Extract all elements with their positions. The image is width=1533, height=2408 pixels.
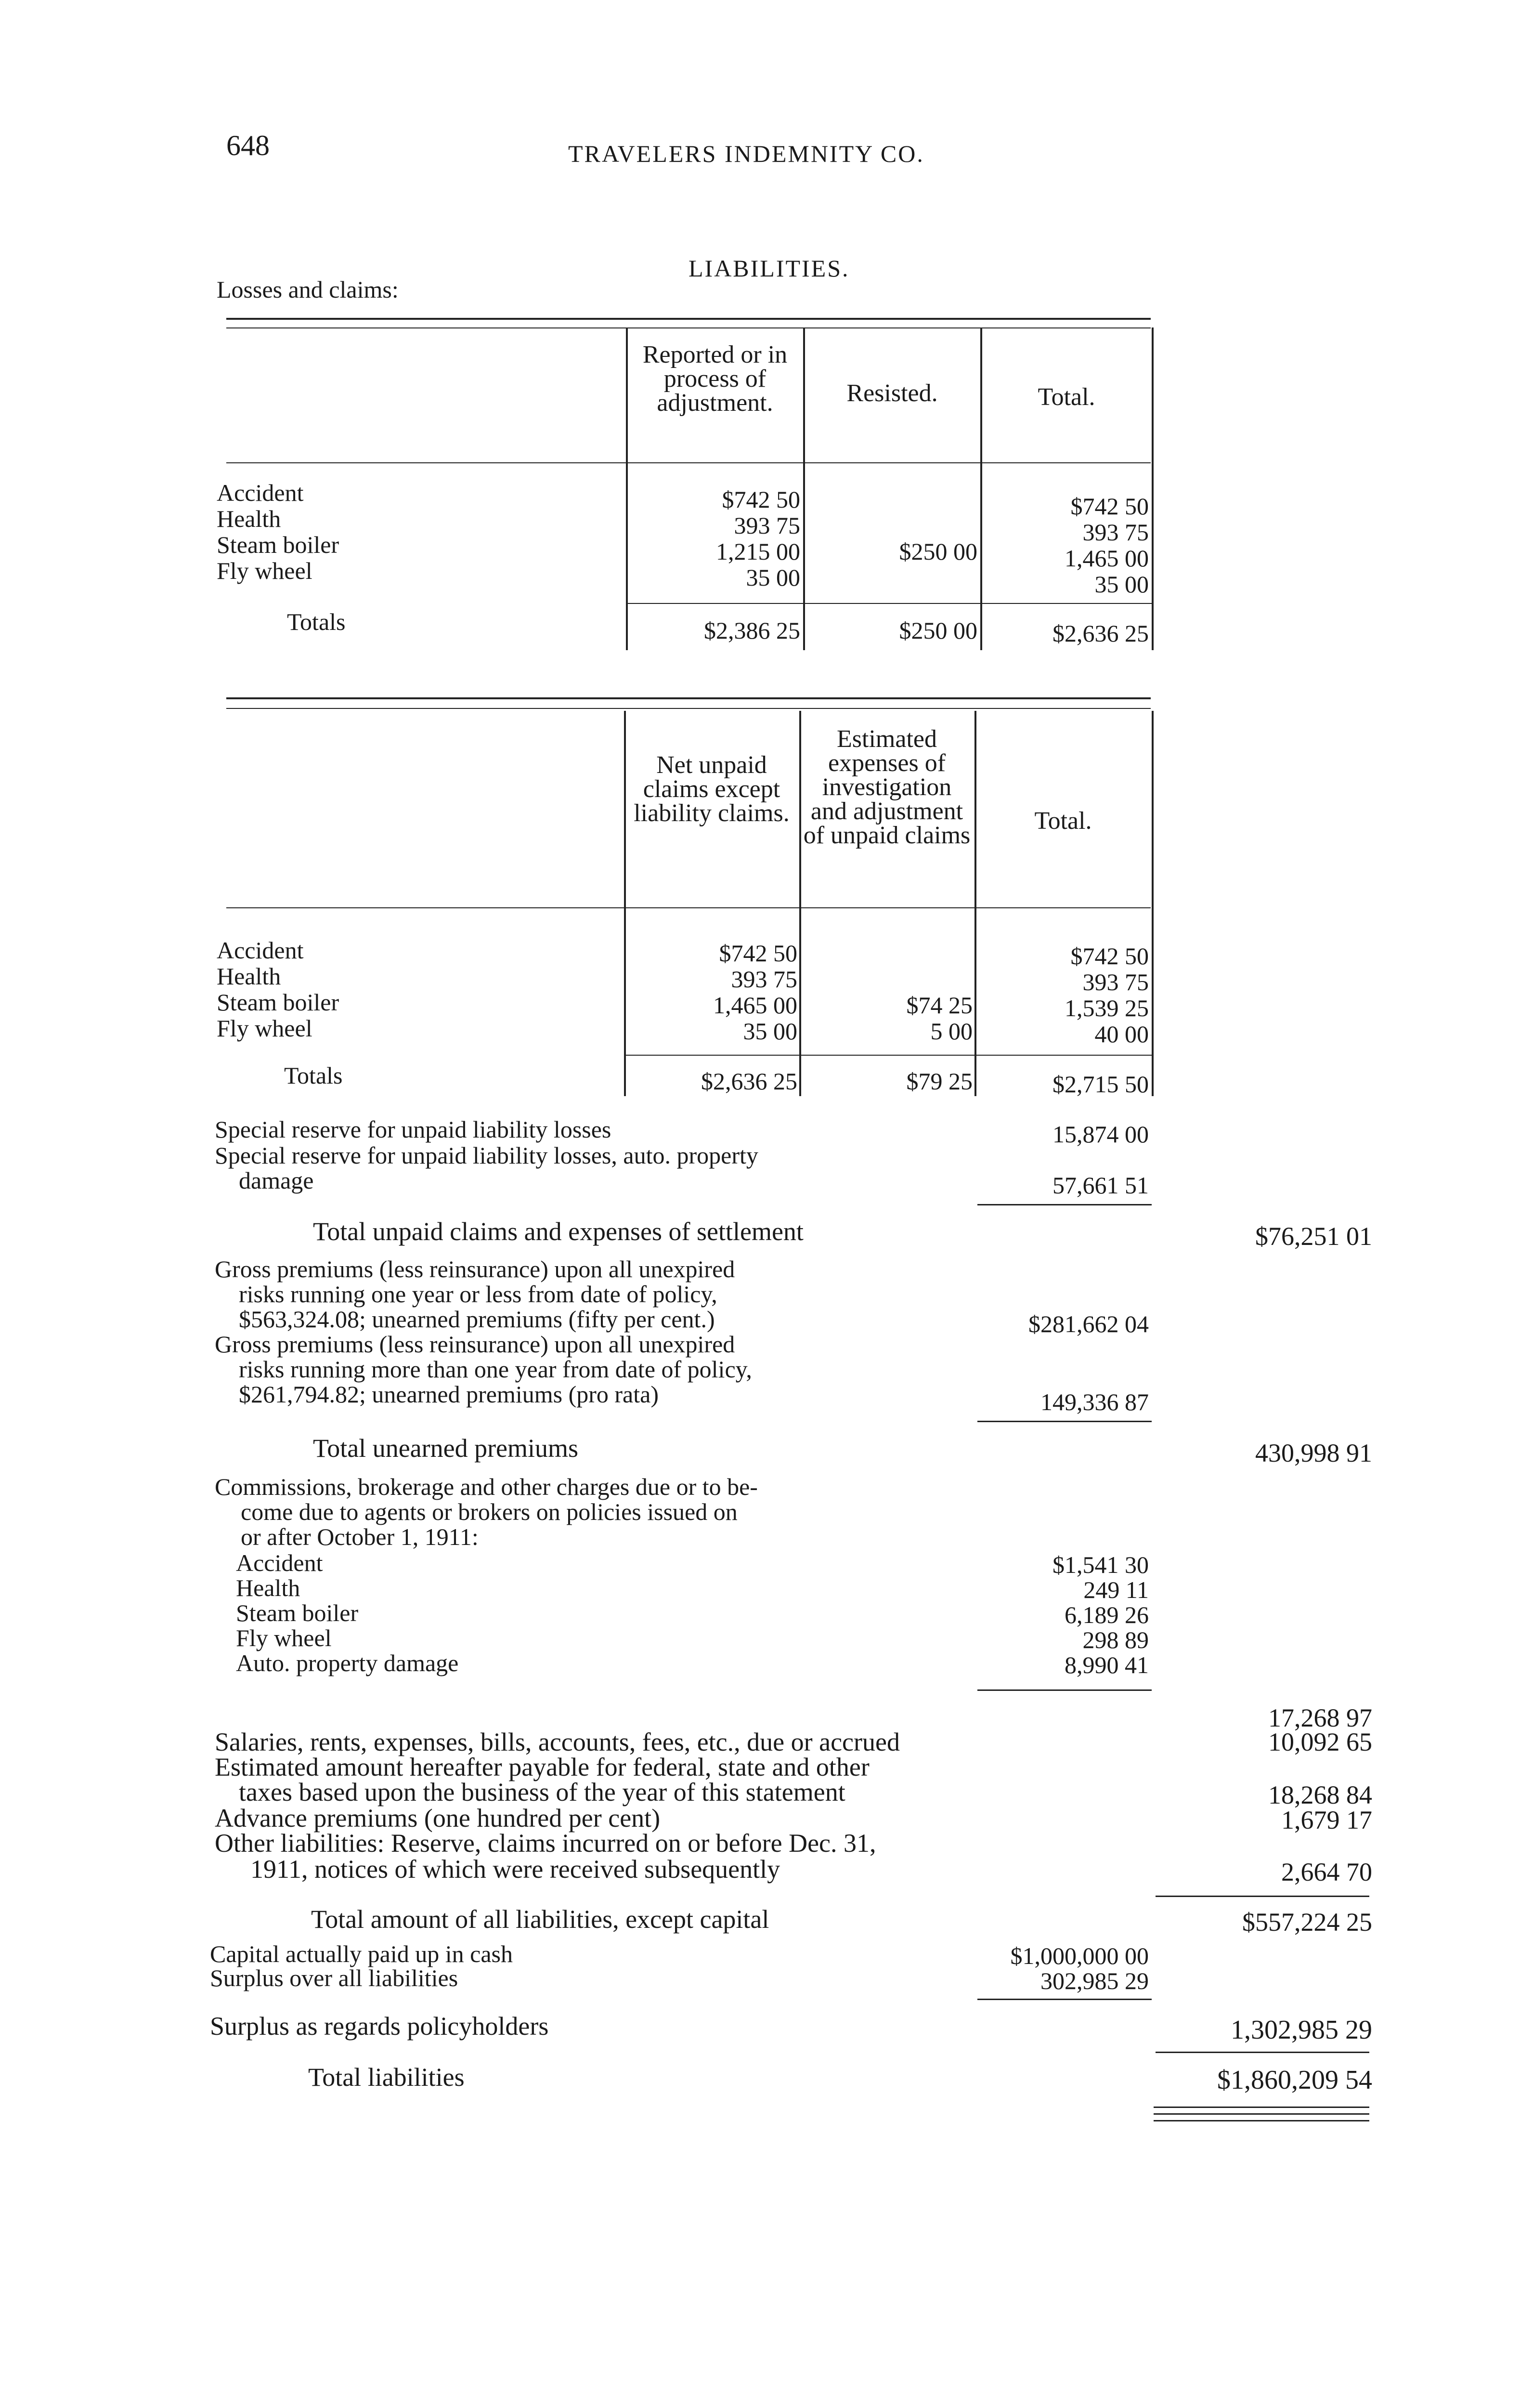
total-unearned-value: 430,998 91 bbox=[1255, 1439, 1372, 1467]
running-title: TRAVELERS INDEMNITY CO. bbox=[568, 140, 924, 167]
gross-premiums-1-line1: Gross premiums (less reinsurance) upon all unexpired bbox=[215, 1256, 735, 1283]
total-liabilities-value: $1,860,209 54 bbox=[1217, 2065, 1372, 2095]
special-reserve-value: 15,874 00 bbox=[1052, 1121, 1149, 1148]
cell-total: 393 75 bbox=[1082, 519, 1149, 546]
estimated-taxes-line2: taxes based upon the business of the year of this statement bbox=[239, 1778, 845, 1806]
col-reported-header: Reported or in process of adjustment. bbox=[642, 341, 788, 417]
total-except-capital-value: $557,224 25 bbox=[1242, 1908, 1372, 1937]
col-resisted-header: Resisted. bbox=[846, 380, 938, 407]
commission-item-label: Fly wheel bbox=[236, 1624, 332, 1651]
total-unearned-label: Total unearned premiums bbox=[313, 1434, 579, 1463]
advance-premiums-label: Advance premiums (one hundred per cent) bbox=[215, 1804, 661, 1832]
commission-item-value: 6,189 26 bbox=[1065, 1601, 1149, 1628]
cell-net: 393 75 bbox=[731, 966, 797, 993]
page-number: 648 bbox=[226, 130, 270, 161]
total-except-capital-label: Total amount of all liabilities, except capital bbox=[311, 1905, 769, 1934]
totals-net: $2,636 25 bbox=[701, 1068, 797, 1095]
surplus-value: 302,985 29 bbox=[1040, 1967, 1149, 1994]
total-unpaid-value: $76,251 01 bbox=[1255, 1222, 1372, 1251]
cell-net: $742 50 bbox=[719, 940, 797, 967]
commission-item-label: Accident bbox=[236, 1549, 323, 1576]
cell-estimated: 5 00 bbox=[930, 1018, 973, 1045]
gross-premiums-2-value: 149,336 87 bbox=[1040, 1388, 1149, 1415]
row-label: Health bbox=[217, 963, 281, 990]
commissions-total: 17,268 97 bbox=[1268, 1703, 1372, 1732]
totals-label: Totals bbox=[287, 608, 346, 635]
totals-label: Totals bbox=[284, 1062, 343, 1089]
row-label: Fly wheel bbox=[217, 1015, 312, 1042]
row-label: Accident bbox=[217, 479, 304, 506]
cell-reported: $742 50 bbox=[722, 486, 800, 513]
special-reserve-auto-value: 57,661 51 bbox=[1052, 1172, 1149, 1199]
advance-premiums-value: 1,679 17 bbox=[1281, 1806, 1372, 1834]
other-liabilities-line1: Other liabilities: Reserve, claims incurred on or before Dec. 31, bbox=[215, 1829, 876, 1858]
col-total-header: Total. bbox=[1038, 383, 1095, 411]
cell-resisted: $250 00 bbox=[899, 538, 977, 565]
cell-total: $742 50 bbox=[1070, 942, 1149, 969]
cell-reported: 393 75 bbox=[734, 512, 800, 539]
total-unpaid-label: Total unpaid claims and expenses of settlement bbox=[313, 1217, 804, 1246]
commission-item-label: Steam boiler bbox=[236, 1599, 359, 1626]
gross-premiums-1-value: $281,662 04 bbox=[1028, 1310, 1149, 1337]
row-label: Steam boiler bbox=[217, 989, 339, 1016]
commission-item-value: 8,990 41 bbox=[1065, 1651, 1149, 1678]
cell-reported: 1,215 00 bbox=[716, 538, 800, 565]
totals-estimated: $79 25 bbox=[906, 1068, 973, 1095]
other-liabilities-value: 2,664 70 bbox=[1281, 1858, 1372, 1886]
cell-net: 35 00 bbox=[743, 1018, 797, 1045]
row-label: Health bbox=[217, 505, 281, 532]
commission-item-value: 298 89 bbox=[1082, 1626, 1149, 1653]
col-estimated-header: Estimated expenses of investigation and adjustment of unpaid claims bbox=[803, 725, 971, 849]
cell-total: 1,465 00 bbox=[1065, 545, 1149, 572]
col-net-unpaid-header: Net unpaid claims except liability claims. bbox=[634, 751, 790, 827]
commission-item-value: 249 11 bbox=[1083, 1576, 1149, 1603]
salaries-value: 10,092 65 bbox=[1268, 1727, 1372, 1756]
cell-net: 1,465 00 bbox=[713, 992, 797, 1019]
special-reserve-auto-label-cont: damage bbox=[239, 1167, 314, 1194]
gross-premiums-2-line1: Gross premiums (less reinsurance) upon all unexpired bbox=[215, 1331, 735, 1358]
section-title: LIABILITIES. bbox=[689, 255, 850, 282]
other-liabilities-line2: 1911, notices of which were received subsequently bbox=[250, 1855, 780, 1884]
totals-total: $2,636 25 bbox=[1052, 620, 1149, 647]
special-reserve-auto-label: Special reserve for unpaid liability losses, auto. property bbox=[215, 1142, 758, 1169]
commissions-line3: or after October 1, 1911: bbox=[241, 1523, 479, 1550]
special-reserve-label: Special reserve for unpaid liability losses bbox=[215, 1116, 611, 1143]
commission-item-label: Auto. property damage bbox=[236, 1649, 459, 1676]
salaries-label: Salaries, rents, expenses, bills, accounts, fees, etc., due or accrued bbox=[215, 1727, 900, 1756]
losses-label: Losses and claims: bbox=[217, 276, 399, 303]
row-label: Steam boiler bbox=[217, 531, 339, 558]
gross-premiums-1-line2: risks running one year or less from date of policy, bbox=[239, 1281, 717, 1308]
cell-reported: 35 00 bbox=[746, 564, 800, 591]
estimated-taxes-value: 18,268 84 bbox=[1268, 1780, 1372, 1809]
commissions-line1: Commissions, brokerage and other charges due or to be- bbox=[215, 1473, 758, 1500]
surplus-policyholders-value: 1,302,985 29 bbox=[1231, 2015, 1372, 2045]
cell-total: 35 00 bbox=[1094, 571, 1149, 598]
totals-resisted: $250 00 bbox=[899, 617, 977, 644]
capital-label: Capital actually paid up in cash bbox=[210, 1940, 513, 1967]
cell-total: 1,539 25 bbox=[1065, 995, 1149, 1021]
surplus-policyholders-label: Surplus as regards policyholders bbox=[210, 2012, 549, 2041]
capital-value: $1,000,000 00 bbox=[1010, 1942, 1149, 1969]
totals-total: $2,715 50 bbox=[1052, 1071, 1149, 1098]
col-total-header: Total. bbox=[1034, 807, 1092, 835]
totals-reported: $2,386 25 bbox=[704, 617, 800, 644]
cell-estimated: $74 25 bbox=[906, 992, 973, 1019]
gross-premiums-2-line2: risks running more than one year from date of policy, bbox=[239, 1356, 752, 1383]
total-liabilities-label: Total liabilities bbox=[308, 2063, 465, 2092]
row-label: Accident bbox=[217, 937, 304, 964]
estimated-taxes-line1: Estimated amount hereafter payable for federal, state and other bbox=[215, 1753, 870, 1781]
cell-total: 393 75 bbox=[1082, 968, 1149, 995]
surplus-label: Surplus over all liabilities bbox=[210, 1964, 458, 1991]
cell-total: 40 00 bbox=[1094, 1021, 1149, 1047]
gross-premiums-2-line3: $261,794.82; unearned premiums (pro rata) bbox=[239, 1381, 659, 1408]
cell-total: $742 50 bbox=[1070, 493, 1149, 520]
gross-premiums-1-line3: $563,324.08; unearned premiums (fifty per cent.) bbox=[239, 1306, 715, 1333]
commissions-line2: come due to agents or brokers on policies issued on bbox=[241, 1498, 738, 1525]
row-label: Fly wheel bbox=[217, 557, 312, 584]
commission-item-label: Health bbox=[236, 1574, 300, 1601]
commission-item-value: $1,541 30 bbox=[1052, 1551, 1149, 1578]
